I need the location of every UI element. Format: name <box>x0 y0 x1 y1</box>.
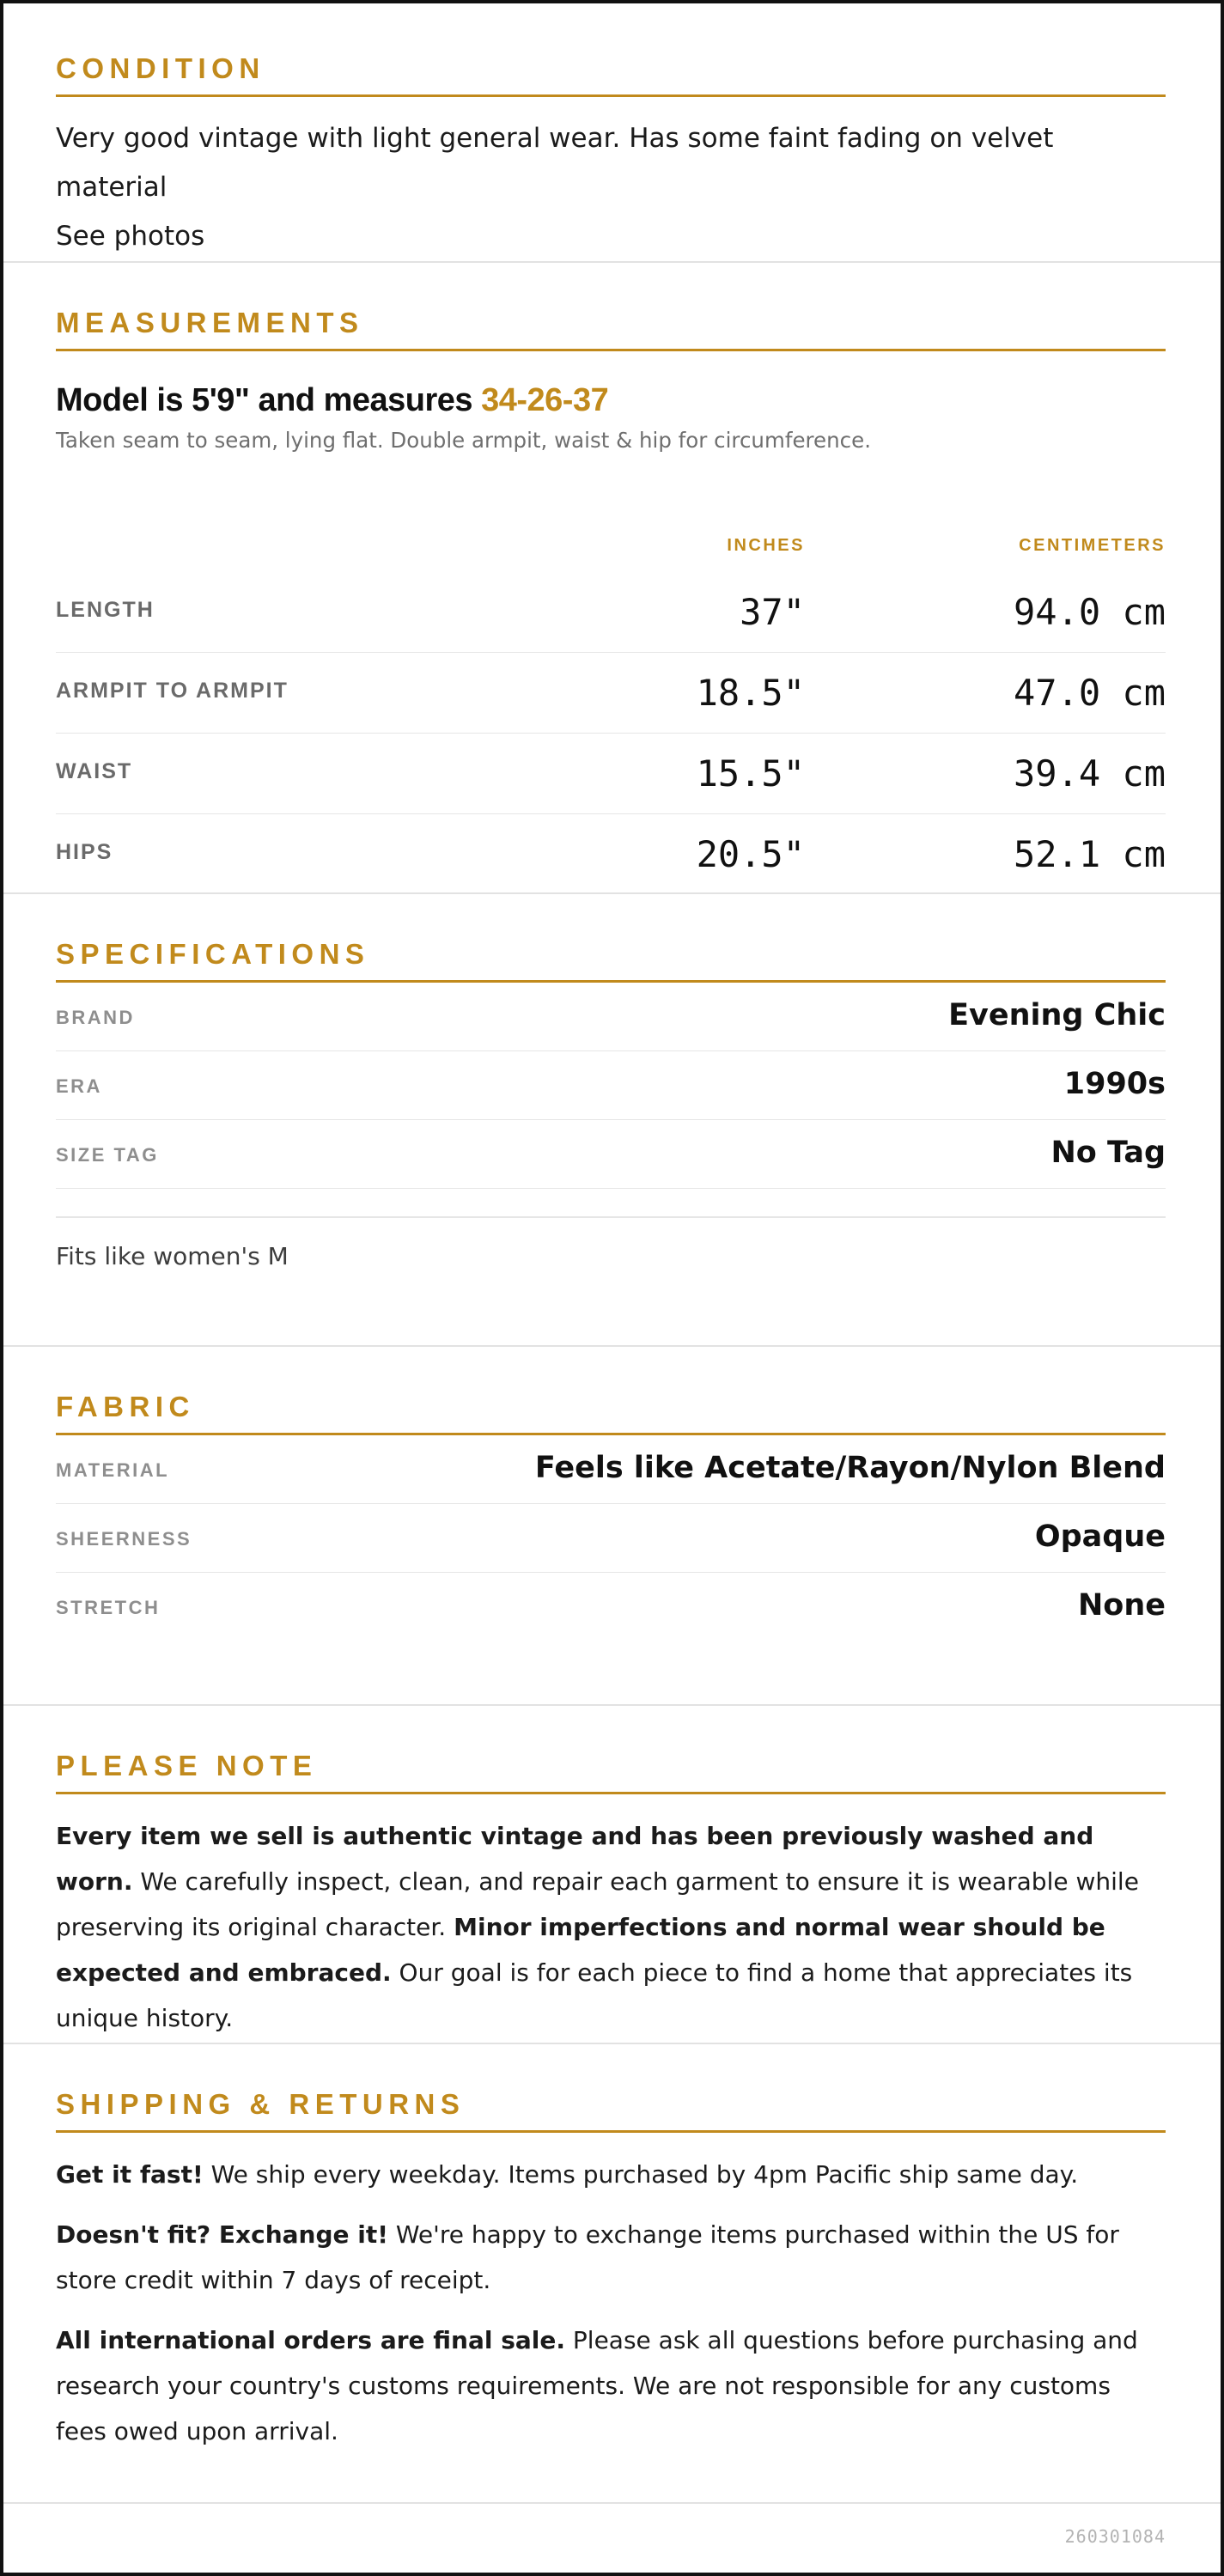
measurement-label: WAIST <box>56 759 133 783</box>
fabric-section <box>3 1347 1221 1706</box>
table-row <box>56 814 1166 895</box>
measurement-label: LENGTH <box>56 598 155 622</box>
please-note-rule <box>56 1792 1166 1794</box>
condition-section <box>3 3 1221 263</box>
measurement-cm: 94.0 cm <box>1013 591 1166 633</box>
measurements-note: Taken seam to seam, lying flat. Double armpit, waist & hip for circumference. <box>56 428 871 453</box>
condition-line: Very good vintage with light general wear. Has some faint fading on velvet material <box>56 123 1054 203</box>
measurement-cm: 39.4 cm <box>1013 752 1166 795</box>
measurements-section <box>3 263 1221 894</box>
fabric-label: STRETCH <box>56 1597 161 1618</box>
centimeters-column-header: CENTIMETERS <box>1019 536 1166 555</box>
measurements-heading: MEASUREMENTS <box>56 307 364 338</box>
measurement-cm: 52.1 cm <box>1013 833 1166 875</box>
measurement-inches: 20.5" <box>696 833 805 875</box>
please-note-span: We carefully inspect, clean, and repair each garment to ensure it is wearable while preserving its original character. <box>56 1867 1139 1941</box>
table-row <box>56 653 1166 734</box>
fit-note: Fits like women's M <box>56 1242 289 1270</box>
please-note-heading: PLEASE NOTE <box>56 1750 318 1781</box>
please-note-section <box>3 1706 1221 2044</box>
spec-label: ERA <box>56 1075 102 1097</box>
fabric-value: Feels like Acetate/Rayon/Nylon Blend <box>534 1451 1166 1485</box>
measurement-inches: 15.5" <box>696 752 805 795</box>
shipping-heading: SHIPPING & RETURNS <box>56 2088 466 2120</box>
condition-rule <box>56 94 1166 97</box>
model-sizes: 34-26-37 <box>481 382 609 418</box>
specifications-section <box>3 894 1221 1347</box>
spec-label: BRAND <box>56 1007 135 1028</box>
fabric-value: None <box>1078 1588 1166 1623</box>
exchange-bold: Doesn't fit? Exchange it! <box>56 2220 388 2249</box>
table-row <box>56 734 1166 814</box>
spec-value: 1990s <box>1063 1067 1166 1101</box>
fabric-label: MATERIAL <box>56 1459 170 1481</box>
international-span: Please ask all questions before purchasing and research your country's customs requirements. We are not responsible for any customs fees owed upon arrival. <box>56 2326 1138 2445</box>
spec-label: SIZE TAG <box>56 1144 159 1166</box>
divider <box>56 1216 1166 1218</box>
list-item <box>56 1504 1166 1573</box>
list-item <box>56 983 1166 1051</box>
model-prefix: Model is 5'9" and measures <box>56 382 482 418</box>
measurement-label: HIPS <box>56 840 113 864</box>
exchange-paragraph <box>56 2212 1166 2303</box>
measurement-label: ARMPIT TO ARMPIT <box>56 679 289 703</box>
please-note-bold: Every item we sell is authentic vintage and has been previously washed and worn. <box>56 1822 1094 1896</box>
condition-line: See photos <box>56 221 205 252</box>
shipping-paragraph <box>56 2152 1166 2197</box>
fabric-value: Opaque <box>1034 1519 1166 1554</box>
measurement-cm: 47.0 cm <box>1013 672 1166 714</box>
shipping-bold: Get it fast! <box>56 2160 204 2189</box>
exchange-span: We're happy to exchange items purchased within the US for store credit within 7 days of receipt. <box>56 2220 1119 2294</box>
measurement-inches: 37" <box>740 591 805 633</box>
international-paragraph <box>56 2317 1166 2454</box>
table-row <box>56 572 1166 653</box>
condition-heading: CONDITION <box>56 52 265 84</box>
spec-value: Evening Chic <box>948 998 1166 1032</box>
fabric-heading: FABRIC <box>56 1391 195 1422</box>
please-note-bold: Minor imperfections and normal wear should be expected and embraced. <box>56 1913 1105 1987</box>
please-note-span: Our goal is for each piece to find a home that appreciates its unique history. <box>56 1958 1133 2032</box>
list-item <box>56 1051 1166 1120</box>
spec-value: No Tag <box>1050 1136 1166 1170</box>
international-bold: All international orders are final sale. <box>56 2326 566 2354</box>
shipping-section <box>3 2044 1221 2504</box>
fabric-label: SHEERNESS <box>56 1528 192 1550</box>
list-item <box>56 1120 1166 1189</box>
model-measurements <box>56 382 1166 419</box>
shipping-rule <box>56 2130 1166 2133</box>
measurements-rule <box>56 349 1166 351</box>
shipping-span: We ship every weekday. Items purchased by 4pm Pacific ship same day. <box>203 2160 1079 2189</box>
list-item <box>56 1573 1166 1641</box>
measurements-table-header <box>56 536 1166 562</box>
inches-column-header: INCHES <box>727 536 805 555</box>
please-note-text <box>56 1813 1166 2041</box>
specifications-heading: SPECIFICATIONS <box>56 938 370 970</box>
measurement-inches: 18.5" <box>696 672 805 714</box>
list-item <box>56 1435 1166 1504</box>
condition-text <box>56 114 1166 261</box>
item-serial: 260301084 <box>1064 2526 1166 2547</box>
